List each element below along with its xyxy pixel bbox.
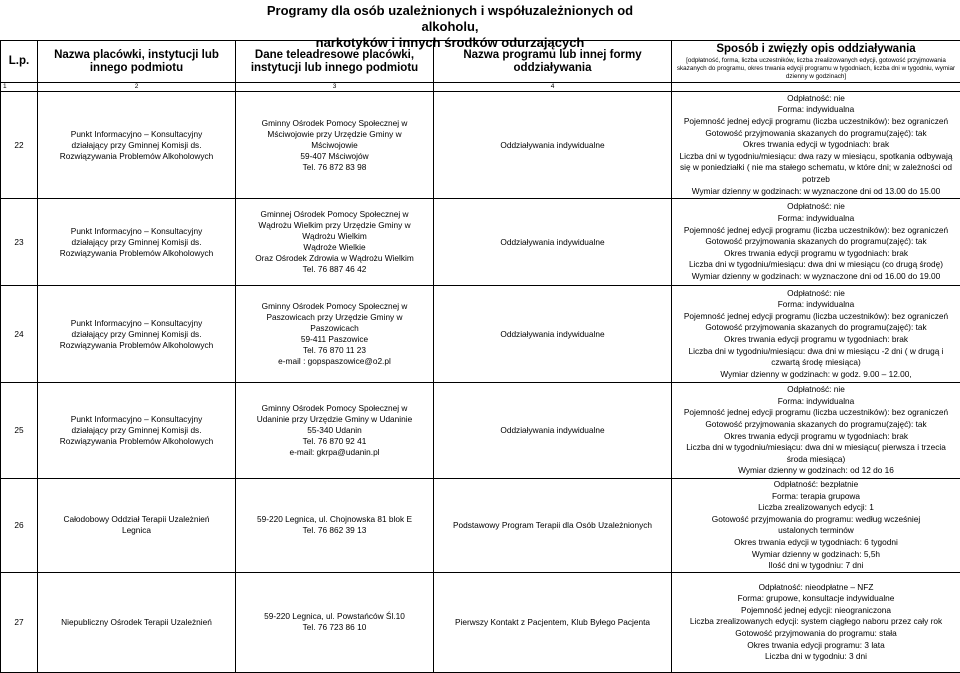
program-details-line: Forma: grupowe, konsultacje indywidualne bbox=[674, 593, 958, 605]
table-row bbox=[1, 572, 960, 672]
column-number bbox=[672, 83, 960, 92]
header-lp: L.p. bbox=[1, 41, 38, 83]
program-details-line: Okres trwania edycji programu w tygodniach: brak bbox=[674, 248, 958, 260]
row-number-line: 26 bbox=[3, 520, 35, 531]
institution-name bbox=[38, 92, 236, 199]
row-number-line: 27 bbox=[3, 617, 35, 628]
institution-address-line: 59-220 Legnica, ul. Chojnowska 81 blok E bbox=[238, 514, 431, 525]
page-title-line: Programy dla osób uzależnionych i współuzależnionych od alkoholu, bbox=[240, 3, 660, 35]
institution-name-line: Punkt Informacyjno – Konsultacyjny bbox=[40, 129, 233, 140]
column-number-row bbox=[1, 83, 960, 92]
row-number bbox=[1, 286, 38, 383]
program-details-line: Gotowość przyjmowania skazanych do programu(zajęć): tak bbox=[674, 128, 958, 140]
table-row bbox=[1, 199, 960, 286]
institution-name-line: Punkt Informacyjno – Konsultacyjny bbox=[40, 414, 233, 425]
institution-address-line: Udaninie przy Urzędzie Gminy w Udaninie bbox=[238, 414, 431, 425]
institution-name-line: Legnica bbox=[40, 525, 233, 536]
institution-name-line: Punkt Informacyjno – Konsultacyjny bbox=[40, 226, 233, 237]
program-name-line: Oddziaływania indywidualne bbox=[436, 425, 669, 436]
program-details-line: Okres trwania edycji programu w tygodniach: brak bbox=[674, 431, 958, 443]
institution-name-line: Rozwiązywania Problemów Alkoholowych bbox=[40, 340, 233, 351]
program-details-line: Odpłatność: nie bbox=[674, 384, 958, 396]
table-row bbox=[1, 479, 960, 573]
row-number bbox=[1, 479, 38, 573]
institution-name bbox=[38, 383, 236, 479]
institution-address-line: 55-340 Udanin bbox=[238, 425, 431, 436]
program-details-line: Gotowość przyjmowania skazanych do programu(zajęć): tak bbox=[674, 322, 958, 334]
institution-name bbox=[38, 286, 236, 383]
institution-address-line: 59-220 Legnica, ul. Powstańców Śl.10 bbox=[238, 611, 431, 622]
program-details-line: Pojemność jednej edycji programu (liczba uczestników): bez ograniczeń bbox=[674, 116, 958, 128]
program-details-line: Pojemność jednej edycji programu (liczba uczestników): bez ograniczeń bbox=[674, 407, 958, 419]
table-row bbox=[1, 92, 960, 199]
program-name bbox=[434, 92, 672, 199]
program-details-line: czwartą środę miesiąca) bbox=[674, 357, 958, 369]
institution-address bbox=[236, 286, 434, 383]
header-method-title: Sposób i zwięzły opis oddziaływania bbox=[716, 43, 915, 55]
program-details bbox=[672, 92, 960, 199]
program-details-line: się w poniedziałki ( nie ma stałego schematu, w które dni; w zależności od bbox=[674, 162, 958, 174]
program-details-line: Wymiar dzienny w godzinach: w godz. 9.00 – 12.00, bbox=[674, 369, 958, 381]
program-details-line: Wymiar dzienny w godzinach: w wyznaczone dni od 13.00 do 15.00 bbox=[674, 186, 958, 198]
program-name bbox=[434, 479, 672, 573]
header-address: Dane teleadresowe placówki, instytucji lub innego podmiotu bbox=[236, 41, 434, 83]
program-details-line: Liczba zrealizowanych edycji: 1 bbox=[674, 502, 958, 514]
program-name-line: Pierwszy Kontakt z Pacjentem, Klub Byłego Pacjenta bbox=[436, 617, 669, 628]
program-details-line: Gotowość przyjmowania skazanych do programu(zajęć): tak bbox=[674, 419, 958, 431]
row-number-line: 25 bbox=[3, 425, 35, 436]
program-details-line: Okres trwania edycji programu: 3 lata bbox=[674, 640, 958, 652]
institution-address-line: Mściwojowie bbox=[238, 140, 431, 151]
institution-address-line: Tel. 76 723 86 10 bbox=[238, 622, 431, 633]
program-details-line: Wymiar dzienny w godzinach: od 12 do 16 bbox=[674, 465, 958, 477]
column-number: 3 bbox=[236, 83, 434, 92]
institution-name-line: Niepubliczny Ośrodek Terapii Uzależnień bbox=[40, 617, 233, 628]
program-name bbox=[434, 383, 672, 479]
program-details-line: ustalonych terminów bbox=[674, 525, 958, 537]
program-details-line: Okres trwania edycji programu w tygodniach: brak bbox=[674, 334, 958, 346]
column-number: 4 bbox=[434, 83, 672, 92]
program-details-line: Liczba dni w tygodniu/miesiącu: dwa dni w miesiącu -2 dni ( w drugą i bbox=[674, 346, 958, 358]
institution-address-line: e-mail: gkrpa@udanin.pl bbox=[238, 447, 431, 458]
institution-name-line: Punkt Informacyjno – Konsultacyjny bbox=[40, 318, 233, 329]
program-details-line: Forma: terapia grupowa bbox=[674, 491, 958, 503]
programs-table bbox=[0, 40, 960, 673]
row-number bbox=[1, 199, 38, 286]
row-number bbox=[1, 572, 38, 672]
program-details-line: Forma: indywidualna bbox=[674, 396, 958, 408]
program-details bbox=[672, 383, 960, 479]
program-details-line: Ilość dni w tygodniu: 7 dni bbox=[674, 560, 958, 572]
institution-address-line: Wądrożu Wielkim bbox=[238, 231, 431, 242]
program-details-line: Okres trwania edycji w tygodniach: brak bbox=[674, 139, 958, 151]
institution-address bbox=[236, 479, 434, 573]
program-details-line: Gotowość przyjmowania do programu: stała bbox=[674, 628, 958, 640]
program-details bbox=[672, 199, 960, 286]
program-name-line: Podstawowy Program Terapii dla Osób Uzależnionych bbox=[436, 520, 669, 531]
column-number: 2 bbox=[38, 83, 236, 92]
institution-address-line: Mściwojowie przy Urzędzie Gminy w bbox=[238, 129, 431, 140]
institution-name bbox=[38, 572, 236, 672]
program-name bbox=[434, 572, 672, 672]
program-details-line: Liczba zrealizowanych edycji: system ciągłego naboru przez cały rok bbox=[674, 616, 958, 628]
program-details-line: Okres trwania edycji w tygodniach: 6 tygodni bbox=[674, 537, 958, 549]
institution-name-line: działający przy Gminnej Komisji ds. bbox=[40, 237, 233, 248]
row-number bbox=[1, 383, 38, 479]
header-method-subtitle: [odpłatność, forma, liczba uczestników, liczba zrealizowanych edycji, gotowość przyjmowania skazanych do programu, okres trwania edycji programu w tygodniach, liczba dni w tygodniu, wymiar dzienny w godzinach] bbox=[674, 57, 958, 81]
program-details-line: Odpłatność: bezpłatnie bbox=[674, 479, 958, 491]
program-details-line: Odpłatność: nie bbox=[674, 288, 958, 300]
program-details-line: Liczba dni w tygodniu/miesiącu: dwa razy w miesiącu, spotkania odbywają bbox=[674, 151, 958, 163]
institution-address bbox=[236, 92, 434, 199]
program-details-line: Pojemność jednej edycji programu (liczba uczestników): bez ograniczeń bbox=[674, 311, 958, 323]
institution-name-line: Rozwiązywania Problemów Alkoholowych bbox=[40, 151, 233, 162]
row-number-line: 24 bbox=[3, 329, 35, 340]
institution-name-line: Rozwiązywania Problemów Alkoholowych bbox=[40, 436, 233, 447]
program-details-line: środa miesiąca) bbox=[674, 454, 958, 466]
institution-name-line: Całodobowy Oddział Terapii Uzależnień bbox=[40, 514, 233, 525]
program-details bbox=[672, 572, 960, 672]
table-row bbox=[1, 383, 960, 479]
institution-address bbox=[236, 572, 434, 672]
institution-address-line: Tel. 76 872 83 98 bbox=[238, 162, 431, 173]
institution-address bbox=[236, 383, 434, 479]
program-details-line: Odpłatność: nie bbox=[674, 201, 958, 213]
institution-address-line: Wądroże Wielkie bbox=[238, 242, 431, 253]
program-details bbox=[672, 286, 960, 383]
program-details-line: Odpłatność: nie bbox=[674, 93, 958, 105]
program-details-line: Wymiar dzienny w godzinach: w wyznaczone dni od 16.00 do 19.00 bbox=[674, 271, 958, 283]
row-number-line: 23 bbox=[3, 237, 35, 248]
program-details-line: Forma: indywidualna bbox=[674, 213, 958, 225]
institution-address-line: Tel. 76 870 11 23 bbox=[238, 345, 431, 356]
table-row bbox=[1, 286, 960, 383]
institution-address-line: Gminny Ośrodek Pomocy Społecznej w bbox=[238, 301, 431, 312]
header-name: Nazwa placówki, instytucji lub innego podmiotu bbox=[38, 41, 236, 83]
program-details-line: Pojemność jednej edycji programu (liczba uczestników): bez ograniczeń bbox=[674, 225, 958, 237]
row-number bbox=[1, 92, 38, 199]
institution-address-line: Gminny Ośrodek Pomocy Społecznej w bbox=[238, 403, 431, 414]
institution-name bbox=[38, 479, 236, 573]
header-method bbox=[672, 41, 960, 83]
page-title-line: narkotyków i innych środków odurzających bbox=[240, 35, 660, 51]
institution-address-line: Wądrożu Wielkim przy Urzędzie Gminy w bbox=[238, 220, 431, 231]
program-details-line: Liczba dni w tygodniu/miesiącu: dwa dni w miesiącu( pierwsza i trzecia bbox=[674, 442, 958, 454]
institution-address-line: Paszowicach przy Urzędzie Gminy w bbox=[238, 312, 431, 323]
institution-address-line: 59-407 Mściwojów bbox=[238, 151, 431, 162]
institution-name bbox=[38, 199, 236, 286]
institution-address-line: e-mail : gopspaszowice@o2.pl bbox=[238, 356, 431, 367]
institution-address-line: 59-411 Paszowice bbox=[238, 334, 431, 345]
institution-address-line: Tel. 76 870 92 41 bbox=[238, 436, 431, 447]
program-details-line: Forma: indywidualna bbox=[674, 299, 958, 311]
program-name bbox=[434, 199, 672, 286]
institution-name-line: działający przy Gminnej Komisji ds. bbox=[40, 425, 233, 436]
program-name bbox=[434, 286, 672, 383]
header-program: Nazwa programu lub innej formy oddziaływania bbox=[434, 41, 672, 83]
program-details-line: Forma: indywidualna bbox=[674, 104, 958, 116]
institution-address-line: Paszowicach bbox=[238, 323, 431, 334]
program-details-line: Liczba dni w tygodniu/miesiącu: dwa dni w miesiącu (co drugą środę) bbox=[674, 259, 958, 271]
program-name-line: Oddziaływania indywidualne bbox=[436, 140, 669, 151]
institution-address-line: Tel. 76 887 46 42 bbox=[238, 264, 431, 275]
row-number-line: 22 bbox=[3, 140, 35, 151]
program-details bbox=[672, 479, 960, 573]
program-name-line: Oddziaływania indywidualne bbox=[436, 237, 669, 248]
program-name-line: Oddziaływania indywidualne bbox=[436, 329, 669, 340]
program-details-line: Wymiar dzienny w godzinach: 5,5h bbox=[674, 549, 958, 561]
program-details-line: Odpłatność: nieodpłatne – NFZ bbox=[674, 582, 958, 594]
institution-address-line: Gminnej Ośrodek Pomocy Społecznej w bbox=[238, 209, 431, 220]
program-details-line: Pojemność jednej edycji: nieograniczona bbox=[674, 605, 958, 617]
program-details-line: Gotowość przyjmowania skazanych do programu(zajęć): tak bbox=[674, 236, 958, 248]
institution-address-line: Oraz Ośrodek Zdrowia w Wądrożu Wielkim bbox=[238, 253, 431, 264]
institution-name-line: działający przy Gminnej Komisji ds. bbox=[40, 140, 233, 151]
program-details-line: Liczba dni w tygodniu: 3 dni bbox=[674, 651, 958, 663]
program-details-line: potrzeb bbox=[674, 174, 958, 186]
institution-address-line: Gminny Ośrodek Pomocy Społecznej w bbox=[238, 118, 431, 129]
program-details-line: Gotowość przyjmowania do programu: według wcześniej bbox=[674, 514, 958, 526]
institution-name-line: Rozwiązywania Problemów Alkoholowych bbox=[40, 248, 233, 259]
institution-address-line: Tel. 76 862 39 13 bbox=[238, 525, 431, 536]
institution-name-line: działający przy Gminnej Komisji ds. bbox=[40, 329, 233, 340]
column-number: 1 bbox=[1, 83, 38, 92]
institution-address bbox=[236, 199, 434, 286]
